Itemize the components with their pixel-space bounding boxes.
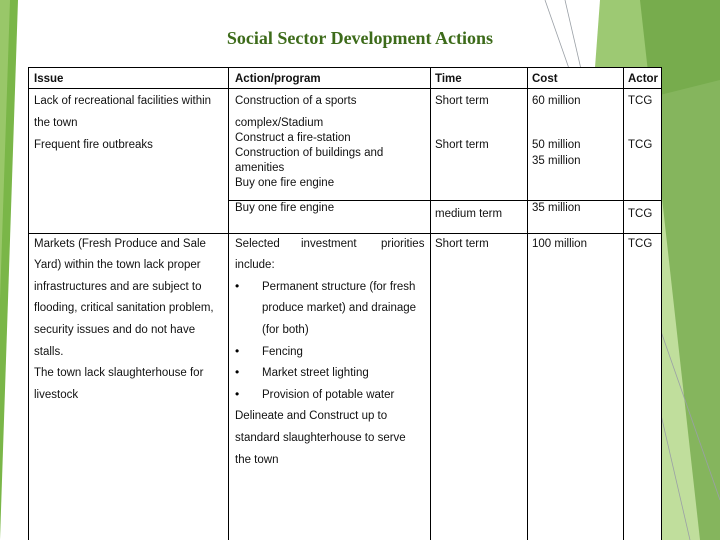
cost-market: 100 million [532, 238, 587, 250]
header-actor: Actor [628, 73, 659, 85]
header-cost: Cost [532, 73, 558, 85]
action-sports-line-2: complex/Stadium [235, 117, 324, 129]
action-bullet-4: Provision of potable water [262, 389, 395, 401]
table-border-left [28, 67, 29, 540]
action-slaughter-line-2: standard slaughterhouse to serve [235, 432, 406, 444]
action-bullet-1-line-2: produce market) and drainage [262, 302, 417, 314]
issue-slaughter-line-2: livestock [34, 389, 79, 401]
action-bullet-2: Fencing [262, 346, 303, 358]
action-market-priorities: priorities [381, 238, 425, 250]
header-action: Action/program [235, 73, 321, 85]
bullet-icon: • [235, 387, 240, 401]
action-slaughter-line-1: Delineate and Construct up to [235, 410, 388, 422]
col-divider-actor [623, 67, 624, 540]
issue-recreation-line-2: the town [34, 117, 78, 129]
action-market-selected: Selected [235, 238, 280, 250]
col-divider-time [430, 67, 431, 540]
header-issue: Issue [34, 73, 64, 85]
table-border-right [661, 67, 662, 540]
issue-fire: Frequent fire outbreaks [34, 139, 153, 151]
action-bullet-1-line-1: Permanent structure (for fresh [262, 281, 416, 293]
action-sports-line-1: Construction of a sports [235, 95, 357, 107]
actor-fire-engine: TCG [628, 208, 653, 220]
action-fire-line-2: Construction of buildings and [235, 147, 384, 159]
bullet-icon: • [235, 279, 240, 293]
bullet-icon: • [235, 344, 240, 358]
action-fire-line-3: amenities [235, 162, 285, 174]
issue-market-line-4: flooding, critical sanitation problem, [34, 302, 214, 314]
issue-recreation-line-1: Lack of recreational facilities within [34, 95, 212, 107]
col-divider-cost [527, 67, 528, 540]
col-divider-action [228, 67, 229, 540]
cost-fire-1: 50 million [532, 139, 581, 151]
issue-market-line-3: infrastructures and are subject to [34, 281, 202, 293]
action-market-include: include: [235, 259, 275, 271]
issue-market-line-2: Yard) within the town lack proper [34, 259, 201, 271]
cost-fire-2: 35 million [532, 155, 581, 167]
action-fire-line-1: Construct a fire-station [235, 132, 351, 144]
header-time: Time [435, 73, 462, 85]
action-fire-line-4: Buy one fire engine [235, 177, 335, 189]
table-border-top [28, 67, 662, 68]
bullet-icon: • [235, 365, 240, 379]
actor-market: TCG [628, 238, 653, 250]
action-fire-engine: Buy one fire engine [235, 202, 335, 214]
row-divider-market [28, 233, 662, 234]
actor-fire: TCG [628, 139, 653, 151]
cost-fire-engine: 35 million [532, 202, 581, 214]
issue-slaughter-line-1: The town lack slaughterhouse for [34, 367, 204, 379]
time-fire-engine: medium term [435, 208, 503, 220]
slide-title: Social Sector Development Actions [226, 28, 494, 48]
header-divider [28, 88, 662, 89]
action-bullet-3: Market street lighting [262, 367, 369, 379]
time-fire: Short term [435, 139, 489, 151]
actor-sports: TCG [628, 95, 653, 107]
time-sports: Short term [435, 95, 489, 107]
action-bullet-1-line-3: (for both) [262, 324, 309, 336]
cost-sports: 60 million [532, 95, 581, 107]
issue-market-line-1: Markets (Fresh Produce and Sale [34, 238, 206, 250]
action-market-investment: investment [301, 238, 357, 250]
action-slaughter-line-3: the town [235, 454, 279, 466]
issue-market-line-5: security issues and do not have [34, 324, 196, 336]
issue-market-line-6: stalls. [34, 346, 64, 358]
time-market: Short term [435, 238, 489, 250]
